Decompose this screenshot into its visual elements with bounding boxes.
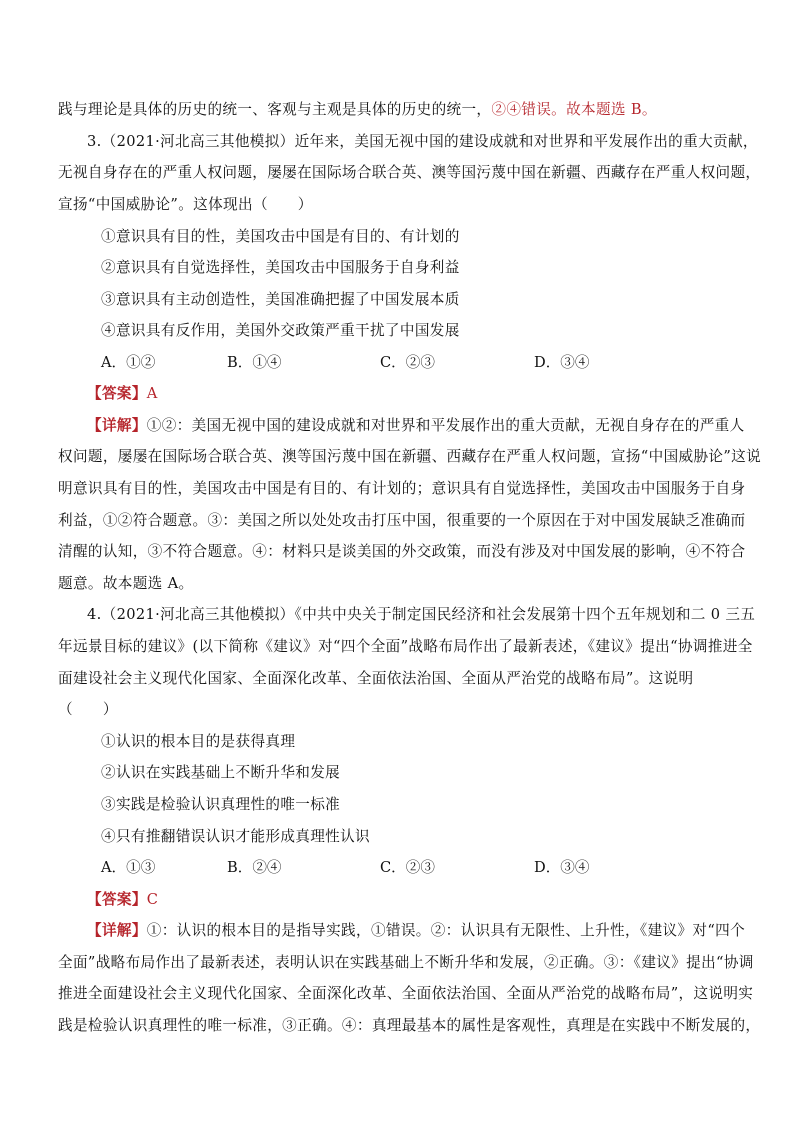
explanation-line: 践是检验认识真理性的唯一标准，③正确。④：真理最基本的属性是客观性，真理是在实践中不断发展的， xyxy=(58,1017,761,1034)
choice-b: B．①④ xyxy=(227,354,282,371)
choice-c: C．②③ xyxy=(380,354,435,371)
choice-d: D．③④ xyxy=(534,859,590,876)
explanation-line: 明意识具有目的性，美国攻击中国是有目的、有计划的；意识具有自觉选择性，美国攻击中国服务于自身 xyxy=(58,480,746,497)
explanation-text: ①②：美国无视中国的建设成就和对世界和平发展作出的重大贡献，无视自身存在的严重人 xyxy=(146,417,745,434)
question-4-option: ①认识的根本目的是获得真理 xyxy=(101,733,296,750)
explanation-line: 推进全面建设社会主义现代化国家、全面深化改革、全面依法治国、全面从严治党的战略布局”，这说明实 xyxy=(58,985,754,1002)
text-line xyxy=(58,101,657,119)
question-3-stem: 宣扬“中国威胁论”。这体现出（ ） xyxy=(58,196,313,213)
explanation-line: 利益，①②符合题意。③：美国之所以处处攻击打压中国，很重要的一个原因在于对中国发展缺乏准确而 xyxy=(58,512,746,529)
question-4-stem: 面建设社会主义现代化国家、全面深化改革、全面依法治国、全面从严治党的战略布局”。这说明 xyxy=(58,670,694,687)
question-4-option: ③实践是检验认识真理性的唯一标准 xyxy=(101,796,341,813)
explanation-line: 清醒的认知，③不符合题意。④：材料只是谈美国的外交政策，而没有涉及对中国发展的影响，④不符合 xyxy=(58,543,746,560)
explanation-tag: 【详解】 xyxy=(87,417,147,434)
choice-a: A．①② xyxy=(101,354,156,371)
question-3-option: ①意识具有目的性，美国攻击中国是有目的、有计划的 xyxy=(101,228,460,245)
explanation-line xyxy=(87,922,745,940)
answer-conclusion: ②④错误。故本题选 B。 xyxy=(491,101,657,118)
choice-d: D．③④ xyxy=(534,354,590,371)
answer-tag: 【答案】 xyxy=(87,385,147,402)
text-span: 践与理论是具体的历史的统一、客观与主观是具体的历史的统一， xyxy=(58,101,492,118)
explanation-text: ①：认识的根本目的是指导实践，①错误。②：认识具有无限性、上升性，《建议》对“四个 xyxy=(146,922,746,939)
question-4-stem: （ ） xyxy=(58,701,118,718)
question-3-option: ②意识具有自觉选择性，美国攻击中国服务于自身利益 xyxy=(101,259,460,276)
question-4-stem: 年远景目标的建议》(以下简称《建议》对“四个全面”战略布局作出了最新表述，《建议》提出“协调推进全 xyxy=(58,638,753,655)
question-3-option: ④意识具有反作用，美国外交政策严重干扰了中国发展 xyxy=(101,322,460,339)
choice-a: A．①③ xyxy=(101,859,156,876)
question-4-option: ②认识在实践基础上不断升华和发展 xyxy=(101,764,341,781)
answer-line xyxy=(87,891,158,909)
question-4-option: ④只有推翻错误认识才能形成真理性认识 xyxy=(101,828,370,845)
answer-value: A xyxy=(146,385,158,402)
explanation-line xyxy=(87,417,745,435)
question-3-option: ③意识具有主动创造性，美国准确把握了中国发展本质 xyxy=(101,291,460,308)
choice-c: C．②③ xyxy=(380,859,435,876)
question-4-stem: 4.（2021·河北高三其他模拟）《中共中央关于制定国民经济和社会发展第十四个五年规划和二 0 三五 xyxy=(87,606,756,623)
answer-tag: 【答案】 xyxy=(87,891,147,908)
answer-value: C xyxy=(146,891,159,908)
explanation-line: 题意。故本题选 A。 xyxy=(58,575,194,592)
question-3-stem: 3.（2021·河北高三其他模拟）近年来，美国无视中国的建设成就和对世界和平发展作出的重大贡献， xyxy=(87,133,758,150)
explanation-line: 全面”战略布局作出了最新表述，表明认识在实践基础上不断升华和发展，②正确。③：《建议》提出“协调 xyxy=(58,954,754,971)
explanation-line: 权问题，屡屡在国际场合联合英、澳等国污蔑中国在新疆、西藏存在严重人权问题，宣扬“中国威胁论”这说 xyxy=(58,448,762,465)
choice-b: B．②④ xyxy=(227,859,282,876)
question-3-stem: 无视自身存在的严重人权问题，屡屡在国际场合联合英、澳等国污蔑中国在新疆、西藏存在严重人权问题， xyxy=(58,164,761,181)
answer-line xyxy=(87,385,158,403)
explanation-tag: 【详解】 xyxy=(87,922,147,939)
